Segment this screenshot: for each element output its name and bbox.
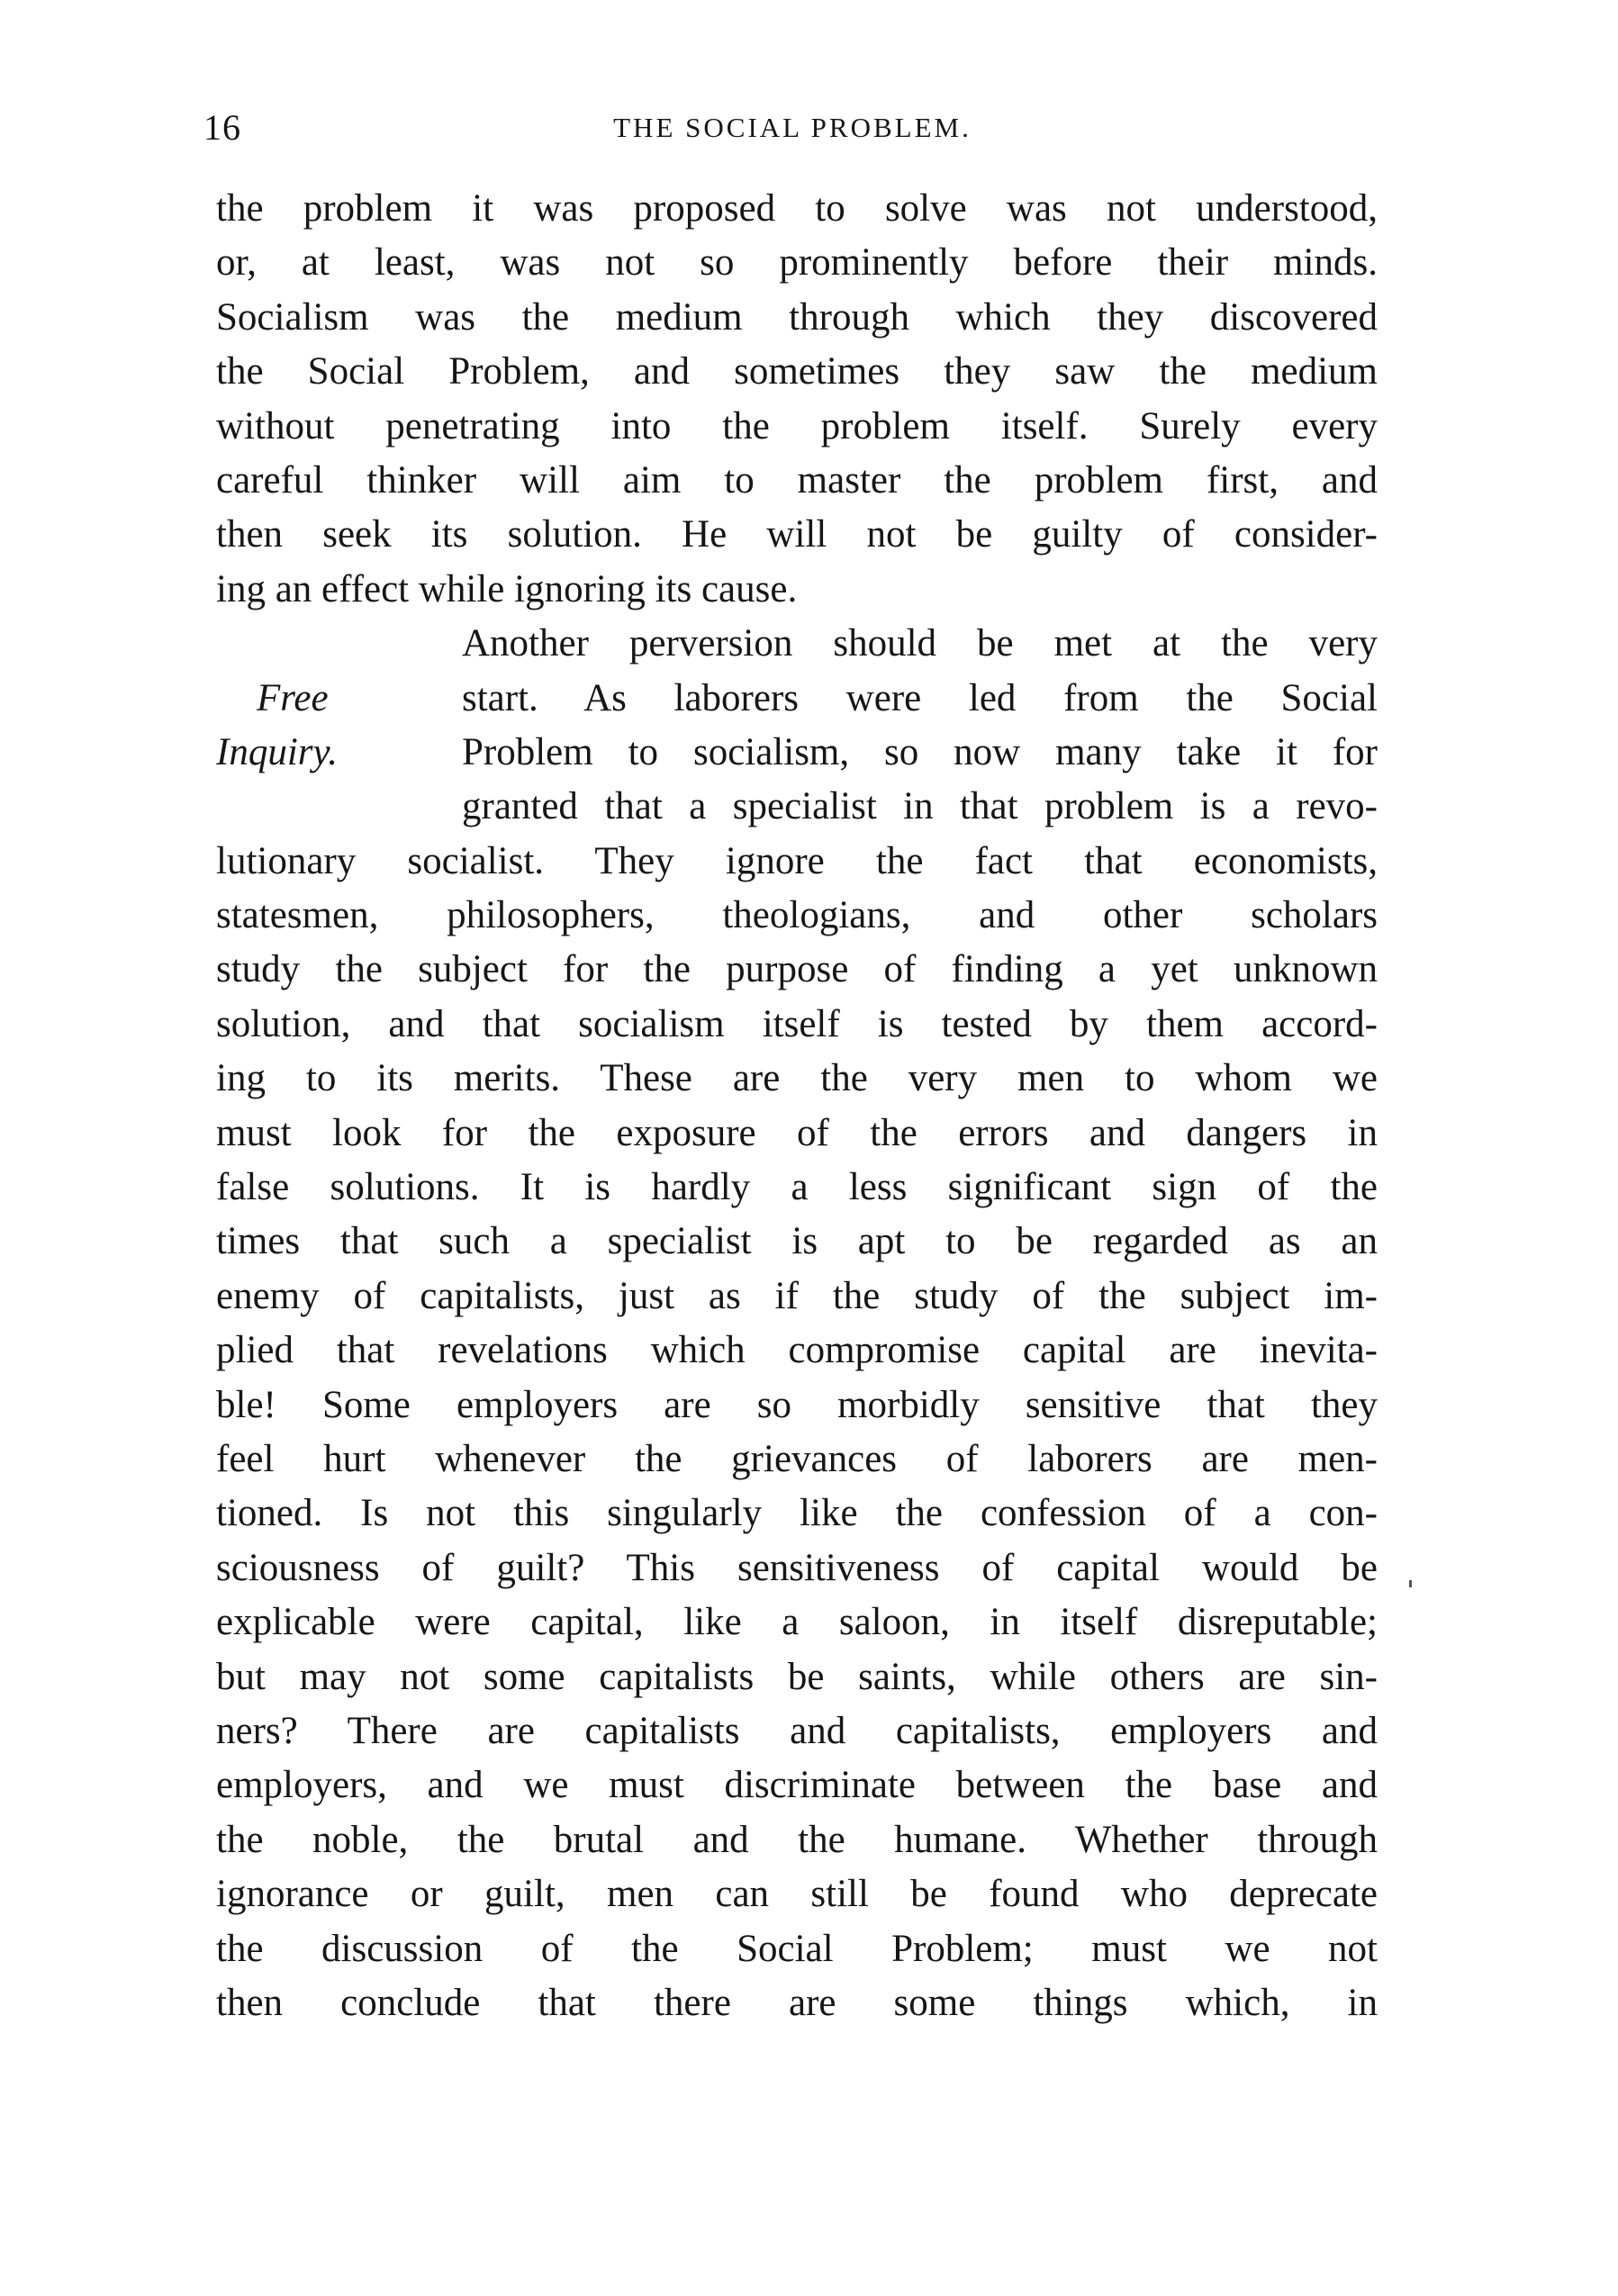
text-line: ble! Some employers are so morbidly sensitive that they bbox=[216, 1383, 1378, 1426]
text-line: or, at least, was not so prominently before their minds. bbox=[216, 241, 1378, 285]
text-line: the Social Problem, and sometimes they saw the medium bbox=[216, 350, 1378, 393]
text-line: the noble, the brutal and the humane. Whether through bbox=[216, 1818, 1378, 1861]
text-line: times that such a specialist is apt to be regarded as an bbox=[216, 1220, 1378, 1263]
text-line: lutionary socialist. They ignore the fact that economists, bbox=[216, 839, 1378, 882]
text-line: ners? There are capitalists and capitalists, employers and bbox=[216, 1709, 1378, 1752]
text-line: false solutions. It is hardly a less significant sign of the bbox=[216, 1166, 1378, 1209]
body-text bbox=[216, 182, 1378, 2030]
page-number: 16 bbox=[203, 107, 241, 148]
text-line: then seek its solution. He will not be guilty of consider- bbox=[216, 513, 1378, 556]
text-line: employers, and we must discriminate between the base and bbox=[216, 1764, 1378, 1807]
text-line: enemy of capitalists, just as if the study of the subject im- bbox=[216, 1274, 1378, 1317]
text-line: must look for the exposure of the errors and dangers in bbox=[216, 1111, 1378, 1154]
text-line-with-sidenote bbox=[216, 672, 1378, 726]
text-line: statesmen, philosophers, theologians, and other scholars bbox=[216, 894, 1378, 937]
text-line: sciousness of guilt? This sensitiveness of capital would be bbox=[216, 1546, 1378, 1589]
text-line-with-sidenote bbox=[216, 726, 1378, 780]
text-line: tioned. Is not this singularly like the confession of a con- bbox=[216, 1492, 1378, 1535]
text-line: careful thinker will aim to master the problem first, and bbox=[216, 458, 1378, 502]
text-line: solution, and that socialism itself is tested by them accord- bbox=[216, 1002, 1378, 1045]
sidenote-line: Inquiry. bbox=[216, 730, 338, 773]
text-line: Problem to socialism, so now many take it for bbox=[462, 730, 1378, 773]
text-line: Another perversion should be met at the very bbox=[462, 622, 1378, 665]
text-line: then conclude that there are some things which, in bbox=[216, 1981, 1378, 2024]
text-line: without penetrating into the problem itself. Surely every bbox=[216, 404, 1378, 447]
ink-speck bbox=[1409, 1580, 1412, 1587]
text-line: the discussion of the Social Problem; must we not bbox=[216, 1927, 1378, 1970]
text-line: start. As laborers were led from the Social bbox=[462, 676, 1378, 719]
text-line: explicable were capital, like a saloon, in itself disreputable; bbox=[216, 1601, 1378, 1644]
text-line: Socialism was the medium through which they discovered bbox=[216, 295, 1378, 339]
running-head: THE SOCIAL PROBLEM. bbox=[613, 112, 972, 143]
text-line: but may not some capitalists be saints, while others are sin- bbox=[216, 1655, 1378, 1698]
text-line: ing to its merits. These are the very men to whom we bbox=[216, 1057, 1378, 1100]
sidenote-line: Free bbox=[257, 676, 329, 719]
text-line: ing an effect while ignoring its cause. bbox=[216, 567, 798, 610]
text-line: feel hurt whenever the grievances of laborers are men- bbox=[216, 1437, 1378, 1480]
text-line: granted that a specialist in that problem is a revo- bbox=[462, 785, 1378, 828]
text-line: ignorance or guilt, men can still be found who deprecate bbox=[216, 1873, 1378, 1916]
text-line: plied that revelations which compromise capital are inevita- bbox=[216, 1329, 1378, 1372]
text-line: study the subject for the purpose of finding a yet unknown bbox=[216, 948, 1378, 991]
text-line: the problem it was proposed to solve was not understood, bbox=[216, 187, 1378, 230]
